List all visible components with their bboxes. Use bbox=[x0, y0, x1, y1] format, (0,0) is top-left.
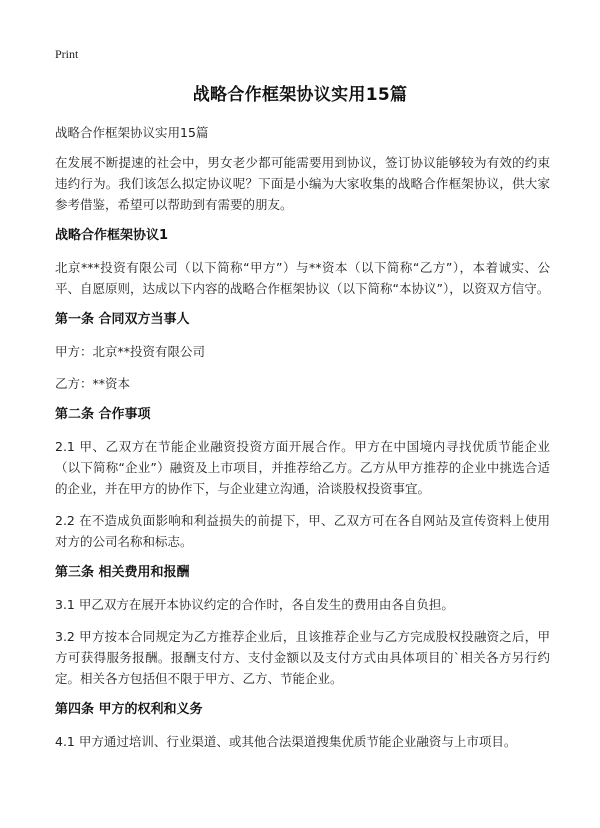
clause-4-1: 4.1 甲方通过培训、行业渠道、或其他合法渠道搜集优质节能企业融资与上市项目。 bbox=[55, 734, 517, 749]
article-4-heading: 第四条 甲方的权利和义务 bbox=[55, 702, 203, 717]
section-heading-agreement-1: 战略合作框架协议1 bbox=[55, 228, 169, 243]
party-b-line: 乙方：**资本 bbox=[55, 376, 131, 391]
clause-2-1: 2.1 甲、乙双方在节能企业融资投资方面开展合作。甲方在中国境内寻找优质节能企业（以下简称“企业”）融资及上市项目，并推荐给乙方。乙方从甲方推荐的企业中挑选合适的企业，并在甲方的协作下，与企业建立沟通，洽谈股权投资事宜。 bbox=[55, 439, 550, 496]
preamble-paragraph: 北京***投资有限公司（以下简称“甲方”）与**资本（以下简称“乙方”），本着诚实、公平、自愿原则，达成以下内容的战略合作框架协议（以下简称“本协议”），以资双方信守。 bbox=[55, 260, 550, 296]
clause-3-2: 3.2 甲方按本合同规定为乙方推荐企业后，且该推荐企业与乙方完成股权投融资之后，甲方可获得服务报酬。报酬支付方、支付金额以及支付方式由具体项目的`相关各方另行约定。相关各方包括但不限于甲方、乙方、节能企业。 bbox=[55, 629, 550, 686]
print-label[interactable]: Print bbox=[55, 47, 79, 61]
article-2-heading: 第二条 合作事项 bbox=[55, 407, 151, 422]
party-a-line: 甲方：北京**投资有限公司 bbox=[55, 344, 206, 359]
clause-3-1: 3.1 甲乙双方在展开本协议约定的合作时，各自发生的费用由各自负担。 bbox=[55, 597, 454, 612]
article-3-heading: 第三条 相关费用和报酬 bbox=[55, 565, 190, 580]
article-1-heading: 第一条 合同双方当事人 bbox=[55, 312, 190, 327]
intro-paragraph: 在发展不断提速的社会中，男女老少都可能需要用到协议，签订协议能够较为有效的约束违约行为。我们该怎么拟定协议呢？下面是小编为大家收集的战略合作框架协议，供大家参考借鉴，希望可以帮助到有需要的朋友。 bbox=[55, 155, 550, 212]
page-title: 战略合作框架协议实用15篇 bbox=[192, 85, 408, 105]
document-subtitle: 战略合作框架协议实用15篇 bbox=[55, 125, 209, 140]
clause-2-2: 2.2 在不造成负面影响和利益损失的前提下，甲、乙双方可在各自网站及宣传资料上使用对方的公司名称和标志。 bbox=[55, 513, 550, 549]
document-body bbox=[55, 122, 550, 763]
